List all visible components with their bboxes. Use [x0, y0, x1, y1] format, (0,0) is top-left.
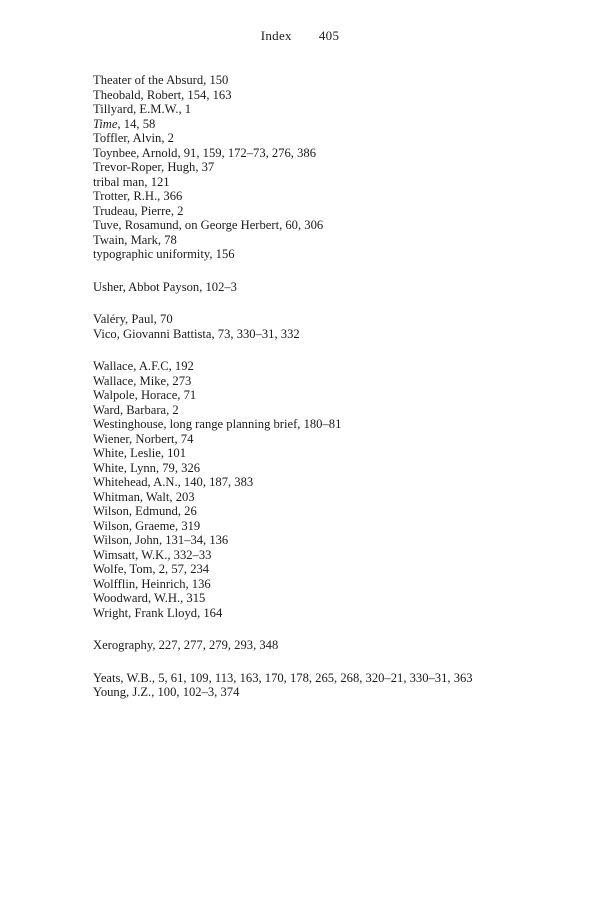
- index-entry: Whitman, Walt, 203: [93, 489, 195, 504]
- index-entry: Wiener, Norbert, 74: [93, 431, 194, 446]
- index-entry: Tuve, Rosamund, on George Herbert, 60, 306: [93, 218, 324, 232]
- index-section: [93, 280, 590, 295]
- index-entry: Wilson, Edmund, 26: [93, 504, 197, 518]
- page-number: 405: [318, 28, 340, 43]
- index-entry: Wilson, John, 131–34, 136: [93, 533, 229, 547]
- index-entry: Xerography, 227, 277, 279, 293, 348: [93, 638, 279, 652]
- index-entry: Ward, Barbara, 2: [93, 402, 179, 417]
- running-head-title: Index: [260, 28, 292, 43]
- index-entry: Theater of the Absurd, 150: [93, 73, 229, 87]
- index-entry: Wallace, Mike, 273: [93, 373, 192, 388]
- index-entry: Whitehead, A.N., 140, 187, 383: [93, 475, 254, 489]
- index-entry: White, Lynn, 79, 326: [93, 460, 201, 475]
- index-entry: Theobald, Robert, 154, 163: [93, 87, 232, 102]
- index-entry: Valéry, Paul, 70: [93, 312, 173, 326]
- index-section: [93, 359, 590, 620]
- index-entry: Toffler, Alvin, 2: [93, 131, 174, 145]
- index-entry: Wilson, Graeme, 319: [93, 518, 201, 533]
- index-entry: Trotter, R.H., 366: [93, 189, 183, 203]
- index-entry: Young, J.Z., 100, 102–3, 374: [93, 685, 240, 699]
- index-section: [93, 638, 590, 653]
- index-entry: Toynbee, Arnold, 91, 159, 172–73, 276, 386: [93, 145, 316, 160]
- running-head: [0, 28, 600, 43]
- index-section: [93, 73, 590, 262]
- index-entry: Wallace, A.F.C, 192: [93, 359, 194, 373]
- index-entry: Westinghouse, long range planning brief, 180–81: [93, 417, 342, 431]
- index-entry: Usher, Abbot Payson, 102–3: [93, 279, 237, 294]
- index-entry: Woodward, W.H., 315: [93, 591, 206, 605]
- index-entry: Twain, Mark, 78: [93, 232, 177, 247]
- index-entry: Wimsatt, W.K., 332–33: [93, 547, 212, 562]
- index-section: [93, 671, 590, 700]
- index-entry: Vico, Giovanni Battista, 73, 330–31, 332: [93, 326, 300, 341]
- index-entry: Trevor-Roper, Hugh, 37: [93, 160, 215, 174]
- index-section: [93, 312, 590, 341]
- index-entry: typographic uniformity, 156: [93, 247, 235, 261]
- index-content: [93, 73, 590, 718]
- index-entry: Walpole, Horace, 71: [93, 388, 197, 402]
- index-entry: tribal man, 121: [93, 174, 170, 189]
- index-entry: Wolfe, Tom, 2, 57, 234: [93, 562, 210, 576]
- index-entry: Wright, Frank Lloyd, 164: [93, 605, 223, 620]
- index-entry: White, Leslie, 101: [93, 446, 187, 460]
- index-entry: Trudeau, Pierre, 2: [93, 203, 184, 218]
- index-entry: Wolfflin, Heinrich, 136: [93, 576, 211, 591]
- index-entry: Tillyard, E.M.W., 1: [93, 102, 192, 116]
- index-entry: Time, 14, 58: [93, 116, 156, 131]
- italic-term: Time: [93, 116, 118, 131]
- index-entry: Yeats, W.B., 5, 61, 109, 113, 163, 170, 178, 265, 268, 320–21, 330–31, 363: [93, 670, 473, 685]
